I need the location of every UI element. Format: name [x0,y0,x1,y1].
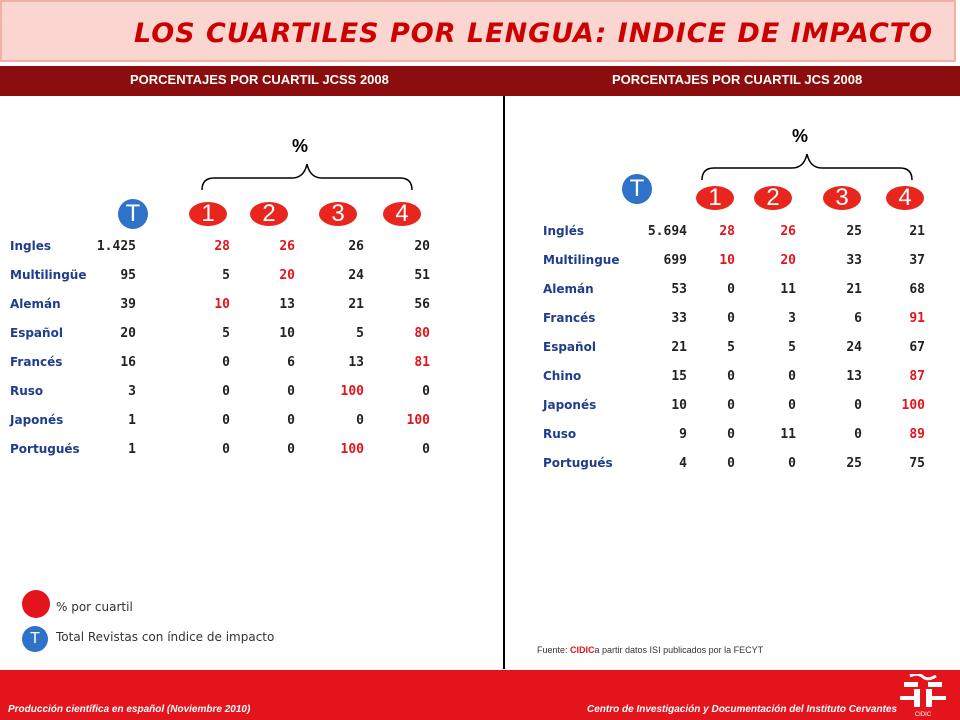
source-suffix: a partir datos ISI publicados por la FECYT [594,645,764,655]
total-value: 3 [128,384,136,399]
table-row [10,413,430,433]
footer-right-text: Centro de Investigación y Documentación del Instituto Cervantes [587,704,898,715]
quartile-1-value: 0 [222,442,230,457]
right-q4-badge: 4 [886,186,924,210]
total-value: 1 [128,413,136,428]
language-label: Ruso [10,384,44,398]
quartile-3-value: 0 [356,413,364,428]
quartile-2-value: 0 [788,369,796,384]
total-value: 5.694 [647,224,687,239]
quartile-3-value: 6 [854,311,862,326]
legend-total-text: Total Revistas con índice de impacto [56,630,275,644]
table-row [543,369,960,389]
subtitle-bar [0,66,960,96]
quartile-2-value: 0 [788,456,796,471]
total-value: 15 [671,369,687,384]
language-label: Alemán [543,282,594,296]
quartile-2-value: 0 [287,413,295,428]
total-value: 699 [663,253,687,268]
quartile-4-value: 0 [422,442,430,457]
table-row [10,442,430,462]
quartile-2-value: 5 [788,340,796,355]
quartile-4-value: 51 [414,268,430,283]
table-row [543,340,960,360]
title-banner [0,0,956,62]
language-label: Francés [543,311,596,325]
total-value: 10 [671,398,687,413]
right-q2-badge: 2 [754,186,792,210]
language-label: Portugués [543,456,613,470]
total-value: 95 [120,268,136,283]
quartile-3-value: 33 [846,253,862,268]
table-row [10,297,430,317]
total-value: 33 [671,311,687,326]
quartile-1-value: 10 [214,297,230,312]
language-label: Multilingüe [10,268,87,282]
quartile-2-value: 26 [279,239,295,254]
right-percent-label: % [792,126,809,146]
language-label: Francés [10,355,63,369]
footer-bar [0,670,960,720]
language-label: Portugués [10,442,80,456]
quartile-3-value: 24 [348,268,364,283]
total-value: 53 [671,282,687,297]
quartile-2-value: 20 [780,253,796,268]
quartile-1-value: 0 [727,427,735,442]
legend-quartile-dot [22,590,50,618]
table-row [543,427,960,447]
left-brace-icon [200,162,414,192]
table-row [543,282,960,302]
subtitle-right: PORCENTAJES POR CUARTIL JCS 2008 [612,72,863,87]
logo-text: CIDIC [914,712,932,718]
language-label: Japonés [10,413,64,427]
quartile-3-value: 13 [348,355,364,370]
quartile-3-value: 21 [348,297,364,312]
left-percent-label: % [292,136,309,156]
left-q1-badge: 1 [189,202,227,226]
left-q3-badge: 3 [319,202,357,226]
quartile-4-value: 67 [909,340,925,355]
quartile-2-value: 3 [788,311,796,326]
right-brace-icon [700,152,914,182]
quartile-2-value: 0 [287,442,295,457]
language-label: Multilingue [543,253,620,267]
quartile-3-value: 26 [348,239,364,254]
quartile-3-value: 13 [846,369,862,384]
quartile-1-value: 0 [222,355,230,370]
source-prefix: Fuente: [537,645,571,655]
quartile-3-value: 5 [356,326,364,341]
quartile-3-value: 0 [854,427,862,442]
quartile-4-value: 80 [414,326,430,341]
table-row [10,326,430,346]
left-q4-badge: 4 [383,202,421,226]
legend-quartile-text: % por cuartil [56,600,133,614]
quartile-1-value: 28 [719,224,735,239]
language-label: Chino [543,369,582,383]
total-value: 16 [120,355,136,370]
quartile-4-value: 87 [909,369,925,384]
quartile-2-value: 11 [780,282,796,297]
quartile-1-value: 0 [727,311,735,326]
right-q3-badge: 3 [823,186,861,210]
quartile-3-value: 100 [340,442,364,457]
table-row [10,239,430,259]
right-q1-badge: 1 [696,186,734,210]
table-row [10,355,430,375]
legend-total-badge: T [22,626,48,652]
quartile-1-value: 0 [222,413,230,428]
column-divider [503,96,505,669]
quartile-2-value: 6 [287,355,295,370]
quartile-3-value: 0 [854,398,862,413]
language-label: Japonés [543,398,597,412]
cervantes-logo-icon [896,674,950,718]
language-label: Ruso [543,427,577,441]
quartile-1-value: 0 [727,398,735,413]
language-label: Ingles [10,239,51,253]
quartile-2-value: 10 [279,326,295,341]
quartile-1-value: 5 [222,326,230,341]
footer-left-text: Producción científica en español (Noviembre 2010) [8,704,251,715]
table-row [543,311,960,331]
quartile-4-value: 81 [414,355,430,370]
quartile-1-value: 10 [719,253,735,268]
quartile-3-value: 24 [846,340,862,355]
quartile-2-value: 26 [780,224,796,239]
total-value: 21 [671,340,687,355]
quartile-3-value: 21 [846,282,862,297]
quartile-4-value: 20 [414,239,430,254]
total-value: 4 [679,456,687,471]
quartile-4-value: 91 [909,311,925,326]
table-row [543,398,960,418]
quartile-2-value: 0 [788,398,796,413]
right-total-badge: T [622,174,652,204]
quartile-1-value: 5 [727,340,735,355]
quartile-3-value: 25 [846,224,862,239]
quartile-4-value: 100 [901,398,925,413]
quartile-4-value: 0 [422,384,430,399]
language-label: Español [10,326,63,340]
table-row [543,224,960,244]
quartile-1-value: 5 [222,268,230,283]
table-row [10,268,430,288]
language-label: Alemán [10,297,61,311]
total-value: 9 [679,427,687,442]
quartile-4-value: 37 [909,253,925,268]
quartile-2-value: 11 [780,427,796,442]
total-value: 39 [120,297,136,312]
quartile-4-value: 75 [909,456,925,471]
source-org: CIDIC [570,645,595,655]
quartile-4-value: 21 [909,224,925,239]
language-label: Español [543,340,596,354]
quartile-2-value: 13 [279,297,295,312]
source-note [537,645,763,655]
quartile-1-value: 0 [727,456,735,471]
quartile-4-value: 100 [406,413,430,428]
quartile-1-value: 0 [727,369,735,384]
quartile-3-value: 100 [340,384,364,399]
quartile-1-value: 28 [214,239,230,254]
language-label: Inglés [543,224,584,238]
quartile-2-value: 20 [279,268,295,283]
quartile-2-value: 0 [287,384,295,399]
quartile-3-value: 25 [846,456,862,471]
table-row [10,384,430,404]
quartile-4-value: 68 [909,282,925,297]
table-row [543,253,960,273]
quartile-1-value: 0 [222,384,230,399]
table-row [543,456,960,476]
total-value: 20 [120,326,136,341]
quartile-4-value: 89 [909,427,925,442]
subtitle-left: PORCENTAJES POR CUARTIL JCSS 2008 [130,72,389,87]
total-value: 1.425 [96,239,136,254]
left-q2-badge: 2 [250,202,288,226]
total-value: 1 [128,442,136,457]
quartile-4-value: 56 [414,297,430,312]
left-total-badge: T [118,199,148,229]
page-title: LOS CUARTILES POR LENGUA: INDICE DE IMPACTO [134,18,934,49]
quartile-1-value: 0 [727,282,735,297]
